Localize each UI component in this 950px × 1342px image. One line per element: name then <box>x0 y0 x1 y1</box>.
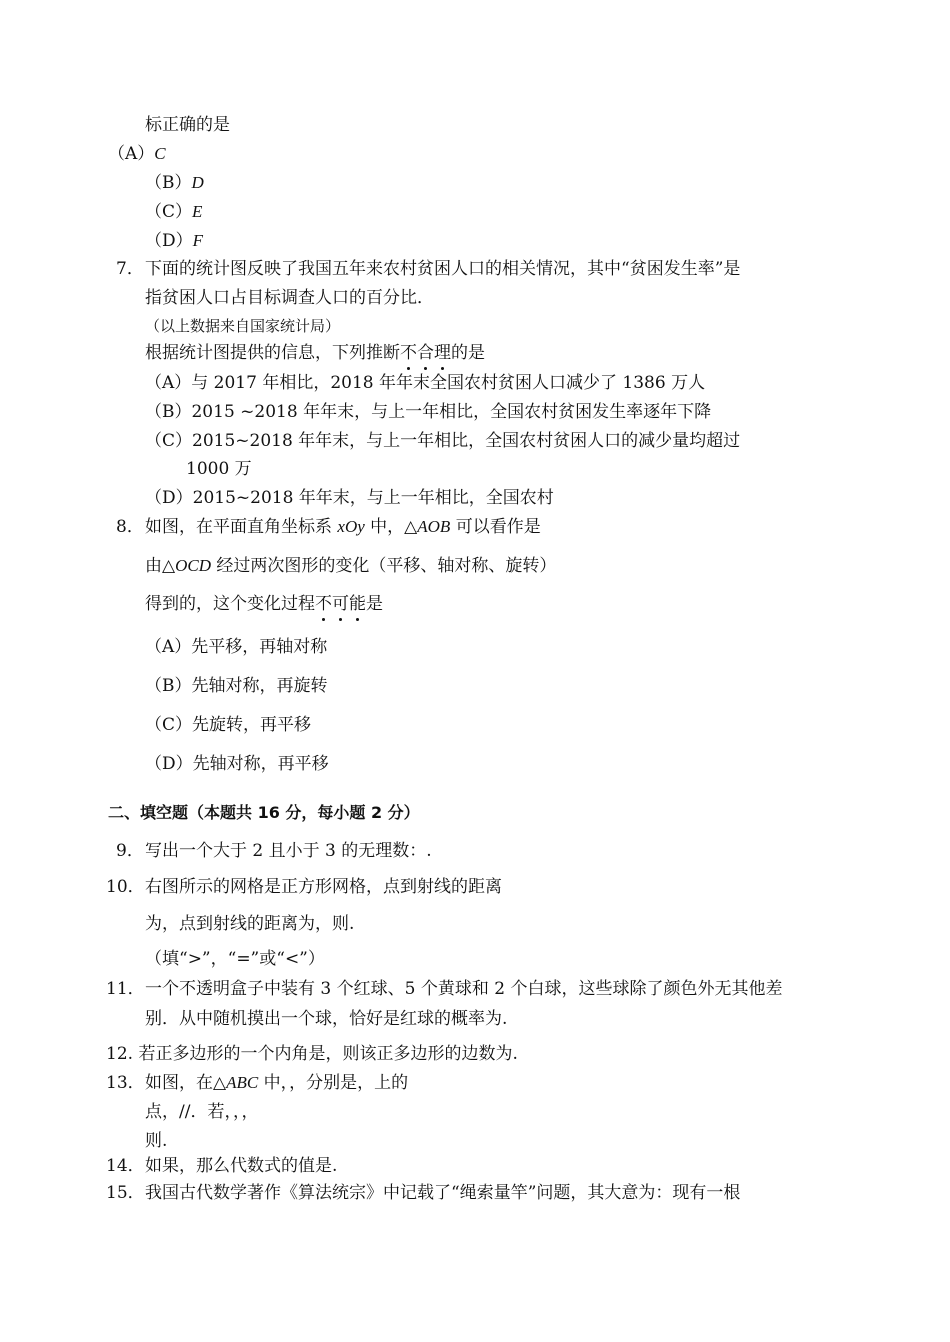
q7-number: 7． <box>116 259 144 279</box>
variable: OCD <box>175 556 211 575</box>
text: 如图，在△ <box>145 1073 227 1093</box>
q8-option-a: （A）先平移，再轴对称 <box>145 637 328 657</box>
text: 如图，在平面直角坐标系 <box>145 517 338 537</box>
option-value: E <box>192 202 203 221</box>
q10-line2: 为，点到射线的距离为，则. <box>145 914 355 934</box>
emphasis-char: 合 <box>417 343 434 363</box>
q10-line1: 右图所示的网格是正方形网格，点到射线的距离 <box>145 877 502 897</box>
q8-line3 <box>145 593 383 615</box>
section-heading: 二、填空题（本题共 16 分，每小题 2 分） <box>108 803 420 822</box>
text: 得到的，这个变化过程 <box>145 594 315 614</box>
q15-text: 我国古代数学著作《算法统宗》中记载了“绳索量竿”问题，其大意为：现有一根 <box>145 1183 741 1203</box>
q7-prompt <box>145 342 485 364</box>
option-label: （B） <box>145 173 192 193</box>
q15-number: 15． <box>106 1183 145 1203</box>
option-value: C <box>154 144 166 163</box>
option-value: D <box>191 173 204 192</box>
text: 中，，分别是，上的 <box>258 1073 409 1093</box>
q13-line3: 则. <box>145 1131 168 1151</box>
q8-option-c: （C）先旋转，再平移 <box>145 715 312 735</box>
variable: ABC <box>226 1073 259 1092</box>
text: 由△ <box>145 556 176 576</box>
text: 经过两次图形的变化（平移、轴对称、旋转） <box>210 556 557 576</box>
q8-option-d: （D）先轴对称，再平移 <box>145 754 329 774</box>
q10-line3: （填“>”，“=”或“<”） <box>145 949 325 969</box>
q6-option-a <box>108 143 166 165</box>
emphasis-char: 不 <box>315 594 332 614</box>
q8-option-b: （B）先轴对称，再旋转 <box>145 676 328 696</box>
q8-number: 8． <box>116 517 144 537</box>
q13-line2: 点，//．若，，， <box>145 1102 259 1122</box>
q9-text: 写出一个大于 2 且小于 3 的无理数：. <box>145 841 432 861</box>
q7-option-d: （D）2015~2018 年年末，与上一年相比，全国农村 <box>145 488 554 508</box>
emphasis-char: 能 <box>349 594 366 614</box>
variable: AOB <box>417 517 451 536</box>
text: 中，△ <box>364 517 418 537</box>
q7-option-c: （C）2015~2018 年年末，与上一年相比，全国农村贫困人口的减少量均超过 <box>145 431 741 451</box>
prompt-text: 的是 <box>451 343 485 363</box>
q8-line1 <box>145 516 541 538</box>
q7-line2: 指贫困人口占目标调查人口的百分比． <box>145 288 434 308</box>
q6-option-d <box>145 230 203 252</box>
emphasis-char: 可 <box>332 594 349 614</box>
text: 是 <box>366 594 383 614</box>
q7-line1: 下面的统计图反映了我国五年来农村贫困人口的相关情况，其中“贫困发生率”是 <box>145 259 741 279</box>
option-label: （C） <box>145 202 193 222</box>
variable: xOy <box>337 517 365 536</box>
q11-number: 11． <box>106 979 145 999</box>
option-value: F <box>192 231 204 250</box>
q13-number: 13． <box>106 1073 145 1093</box>
q7-option-c-cont: 1000 万 <box>186 459 252 479</box>
text: 可以看作是 <box>450 517 541 537</box>
q13-line1 <box>145 1072 408 1094</box>
prompt-text: 根据统计图提供的信息，下列推断 <box>145 343 400 363</box>
q7-source: （以上数据来自国家统计局） <box>145 317 341 335</box>
emphasis-char: 不 <box>400 343 417 363</box>
q11-line2: 别．从中随机摸出一个球，恰好是红球的概率为. <box>145 1009 508 1029</box>
q10-number: 10． <box>106 877 145 897</box>
q12-text: 12. 若正多边形的一个内角是，则该正多边形的边数为. <box>106 1044 518 1064</box>
q6-option-c <box>145 201 202 223</box>
q6-tail: 标正确的是 <box>145 115 230 135</box>
q14-number: 14． <box>106 1156 145 1176</box>
emphasis-char: 理 <box>434 343 451 363</box>
option-label: （A） <box>108 144 155 164</box>
q14-text: 如果，那么代数式的值是. <box>145 1156 338 1176</box>
q7-option-a: （A）与 2017 年相比，2018 年年末全国农村贫困人口减少了 1386 万人 <box>145 373 706 393</box>
q6-option-b <box>145 172 204 194</box>
q8-line2 <box>145 555 556 577</box>
q7-option-b: （B）2015 ~2018 年年末，与上一年相比，全国农村贫困发生率逐年下降 <box>145 402 712 422</box>
q9-number: 9． <box>116 841 144 861</box>
option-label: （D） <box>145 231 193 251</box>
q11-line1: 一个不透明盒子中装有 3 个红球、5 个黄球和 2 个白球，这些球除了颜色外无其他差 <box>145 979 783 999</box>
